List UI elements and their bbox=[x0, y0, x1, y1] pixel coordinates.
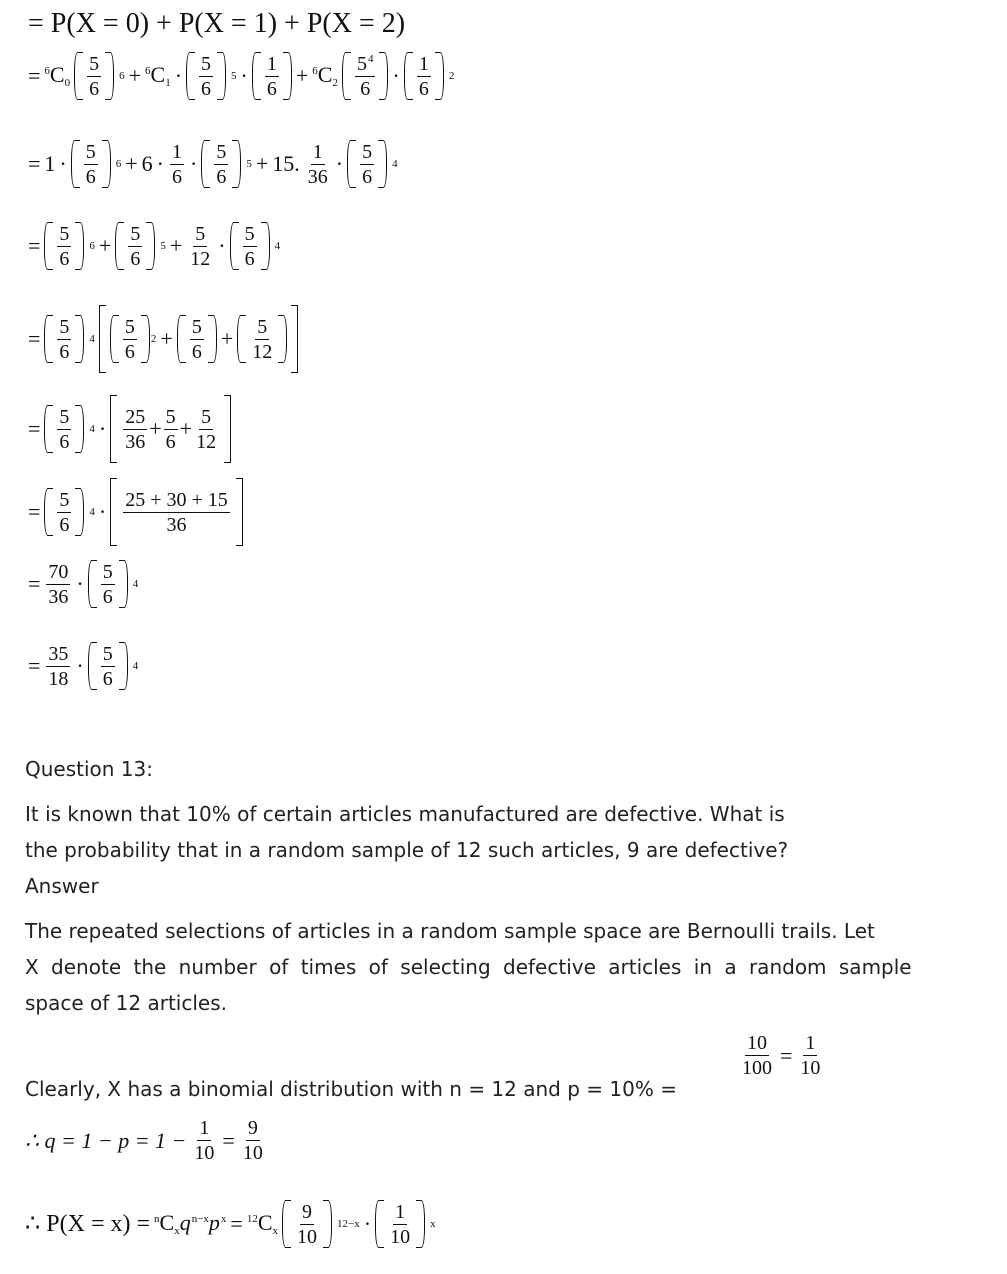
exponent: 12−x bbox=[337, 1217, 360, 1230]
comb-n: 6 bbox=[312, 64, 318, 77]
fraction-numerator: 1 bbox=[395, 1200, 406, 1223]
paren-group bbox=[282, 1200, 332, 1248]
paren-group bbox=[347, 140, 387, 188]
fraction-numerator: 35 bbox=[48, 642, 69, 665]
fraction-denominator: 6 bbox=[266, 77, 277, 100]
paren-group bbox=[201, 140, 241, 188]
bracket-group bbox=[110, 395, 231, 463]
paren-group bbox=[237, 315, 287, 363]
exponent: 2 bbox=[150, 332, 157, 345]
fraction-denominator: 6 bbox=[124, 340, 135, 363]
fraction-denominator: 6 bbox=[59, 430, 70, 453]
comb-index: x bbox=[272, 1224, 279, 1237]
plus-sign: + bbox=[128, 63, 142, 88]
fraction-denominator: 10 bbox=[242, 1142, 263, 1164]
exponent: x bbox=[220, 1212, 227, 1225]
plus-sign: + bbox=[220, 326, 234, 351]
fraction-denominator: 10 bbox=[194, 1142, 215, 1164]
exponent: x bbox=[430, 1217, 436, 1230]
fraction-numerator: 5 bbox=[59, 405, 70, 428]
paren-group bbox=[44, 488, 84, 536]
comb-symbol: C bbox=[317, 61, 333, 87]
exponent: 4 bbox=[274, 239, 281, 252]
exponent: 2 bbox=[448, 69, 455, 82]
binomial-statement: Clearly, X has a binomial distribution with n = 12 and p = 10% = bbox=[25, 1077, 677, 1101]
derivation-line-9 bbox=[28, 642, 138, 690]
dot-operator: · bbox=[190, 151, 198, 176]
fraction-denominator: 6 bbox=[244, 247, 255, 270]
exponent: 5 bbox=[246, 157, 252, 170]
fraction-denominator: 6 bbox=[89, 77, 100, 100]
coefficient: 15. bbox=[272, 151, 300, 176]
fraction-numerator: 5 bbox=[201, 52, 212, 75]
dot-operator: · bbox=[59, 151, 67, 176]
derivation-line-6 bbox=[28, 395, 231, 463]
paren-group bbox=[252, 52, 292, 100]
bracket-group bbox=[110, 478, 243, 546]
exponent: 4 bbox=[89, 505, 95, 518]
plus-sign: + bbox=[295, 63, 309, 88]
dot-operator: · bbox=[76, 571, 84, 596]
question-heading: Question 13: bbox=[25, 757, 153, 781]
fraction-denominator: 10 bbox=[297, 1225, 318, 1248]
p-fraction bbox=[738, 1033, 824, 1078]
paren-group bbox=[71, 140, 111, 188]
dot-operator: · bbox=[98, 499, 107, 524]
equals-sign: = bbox=[222, 1127, 235, 1153]
p-symbol: p bbox=[208, 1209, 220, 1235]
dot-operator: · bbox=[76, 653, 84, 678]
fraction-numerator: 5 bbox=[216, 140, 227, 163]
exponent: 6 bbox=[115, 157, 122, 170]
equals-sign: = bbox=[28, 653, 41, 678]
fraction-denominator: 12 bbox=[252, 340, 273, 363]
comb-symbol: C bbox=[257, 1209, 273, 1235]
q-symbol: q bbox=[179, 1209, 191, 1235]
fraction-denominator: 6 bbox=[130, 247, 141, 270]
exponent: 6 bbox=[119, 69, 125, 82]
comb-index: 2 bbox=[332, 76, 338, 89]
comb-n: n bbox=[154, 1212, 160, 1225]
fraction-numerator: 25 + 30 + 15 bbox=[125, 488, 228, 511]
fraction-denominator: 6 bbox=[59, 513, 70, 536]
paren-group bbox=[375, 1200, 425, 1248]
fraction-numerator: 5 bbox=[362, 140, 373, 163]
fraction-denominator: 100 bbox=[742, 1057, 772, 1079]
fraction-numerator: 5 bbox=[257, 315, 268, 338]
fraction-denominator: 6 bbox=[418, 77, 429, 100]
base: 5 bbox=[356, 52, 367, 75]
derivation-line-7 bbox=[28, 478, 243, 546]
dot-operator: · bbox=[392, 63, 400, 88]
exponent: 5 bbox=[231, 69, 237, 82]
equals-sign: = bbox=[28, 233, 41, 258]
fraction-denominator: 36 bbox=[125, 430, 146, 453]
q-equation bbox=[25, 1118, 267, 1163]
equals-sign: = bbox=[28, 326, 41, 351]
dot-operator: · bbox=[98, 416, 107, 441]
comb-n: 12 bbox=[246, 1212, 258, 1225]
fraction-numerator: 9 bbox=[302, 1200, 313, 1223]
derivation-line-8 bbox=[28, 560, 138, 608]
fraction-denominator: 10 bbox=[390, 1225, 411, 1248]
fraction-numerator: 10 bbox=[747, 1032, 767, 1054]
paren-group bbox=[44, 315, 84, 363]
fraction-denominator: 6 bbox=[85, 165, 96, 188]
fraction-denominator: 18 bbox=[48, 667, 69, 690]
exponent: n−x bbox=[191, 1212, 209, 1225]
paren-group bbox=[44, 222, 84, 270]
fraction-numerator: 5 bbox=[102, 560, 113, 583]
derivation-line-2 bbox=[28, 52, 454, 100]
fraction-numerator: 5 bbox=[59, 315, 70, 338]
coefficient: 6 bbox=[141, 151, 153, 176]
exponent: 4 bbox=[392, 157, 398, 170]
fraction-denominator: 6 bbox=[172, 165, 182, 188]
plus-sign: + bbox=[125, 151, 138, 176]
answer-paragraph-line-3: space of 12 articles. bbox=[25, 991, 227, 1015]
fraction-denominator: 36 bbox=[48, 585, 69, 608]
answer-paragraph-line-1: The repeated selections of articles in a random sample space are Bernoulli trails. Let bbox=[25, 919, 875, 943]
fraction-numerator: 1 bbox=[312, 140, 323, 163]
equals-sign: = bbox=[28, 571, 41, 596]
comb-index: x bbox=[174, 1224, 180, 1237]
paren-group bbox=[342, 52, 389, 100]
fraction-denominator: 6 bbox=[102, 667, 113, 690]
fraction-numerator: 1 bbox=[805, 1032, 816, 1054]
paren-group bbox=[177, 315, 217, 363]
fraction-numerator: 5 bbox=[124, 315, 135, 338]
exponent: 4 bbox=[89, 332, 95, 345]
fraction-numerator: 5 bbox=[59, 488, 70, 511]
comb-symbol: C bbox=[49, 61, 65, 87]
paren-group bbox=[110, 315, 150, 363]
fraction-numerator: 9 bbox=[247, 1117, 258, 1139]
question-text-line-1: It is known that 10% of certain articles manufactured are defective. What is bbox=[25, 802, 785, 826]
exponent: 5 bbox=[160, 239, 166, 252]
equals-sign: = bbox=[230, 1211, 243, 1236]
fraction-denominator: 36 bbox=[307, 165, 328, 188]
fraction-denominator: 6 bbox=[59, 340, 70, 363]
equals-sign: = bbox=[28, 416, 41, 441]
fraction-denominator: 12 bbox=[196, 430, 217, 453]
answer-label: Answer bbox=[25, 874, 99, 898]
fraction-numerator: 1 bbox=[172, 140, 182, 163]
comb-symbol: C bbox=[159, 1209, 175, 1235]
derivation-line-1: = P(X = 0) + P(X = 1) + P(X = 2) bbox=[28, 8, 406, 39]
paren-group bbox=[88, 560, 128, 608]
answer-paragraph-line-2: X denote the number of times of selecting defective articles in a random sample bbox=[25, 955, 912, 979]
fraction-numerator: 25 bbox=[125, 405, 146, 428]
paren-group bbox=[186, 52, 226, 100]
dot-operator: · bbox=[218, 233, 226, 258]
plus-sign: + bbox=[255, 151, 269, 176]
fraction-numerator: 5 bbox=[191, 315, 202, 338]
question-text-line-2: the probability that in a random sample of 12 such articles, 9 are defective? bbox=[25, 838, 789, 862]
pmf-prefix: ∴ P(X = x) = bbox=[25, 1211, 151, 1237]
fraction-denominator: 6 bbox=[102, 585, 113, 608]
bracket-group bbox=[99, 305, 298, 373]
dot-operator: · bbox=[363, 1211, 372, 1236]
plus-sign: + bbox=[149, 416, 162, 441]
plus-sign: + bbox=[98, 233, 112, 258]
paren-group bbox=[44, 405, 84, 453]
exponent: 6 bbox=[89, 239, 95, 252]
fraction-numerator: 5 bbox=[195, 222, 206, 245]
fraction-denominator: 10 bbox=[800, 1057, 821, 1079]
fraction-numerator: 5 bbox=[165, 405, 176, 428]
paren-group bbox=[74, 52, 114, 100]
fraction-numerator: 5 bbox=[59, 222, 70, 245]
fraction-numerator bbox=[355, 54, 376, 77]
exponent: 4 bbox=[89, 422, 95, 435]
paren-group bbox=[404, 52, 444, 100]
equals-sign: = bbox=[28, 63, 41, 88]
fraction-numerator: 1 bbox=[418, 52, 429, 75]
pmf-equation bbox=[25, 1200, 436, 1248]
derivation-line-3 bbox=[28, 140, 398, 188]
fraction-denominator: 36 bbox=[166, 513, 187, 536]
plus-sign: + bbox=[160, 326, 173, 351]
equals-sign: = bbox=[28, 151, 41, 176]
dot-operator: · bbox=[335, 151, 344, 176]
comb-n: 6 bbox=[44, 64, 50, 77]
dot-operator: · bbox=[156, 151, 164, 176]
comb-n: 6 bbox=[145, 64, 151, 77]
fraction-numerator: 5 bbox=[201, 405, 212, 428]
fraction-numerator: 1 bbox=[199, 1117, 210, 1139]
paren-group bbox=[88, 642, 128, 690]
equals-sign: = bbox=[28, 499, 41, 524]
paren-group bbox=[115, 222, 155, 270]
q-prefix: ∴ q = 1 − p = 1 − bbox=[25, 1127, 187, 1153]
exponent: 4 bbox=[367, 52, 374, 65]
plus-sign: + bbox=[169, 233, 183, 258]
comb-symbol: C bbox=[150, 61, 166, 87]
fraction-denominator: 6 bbox=[216, 165, 227, 188]
exponent: 4 bbox=[132, 577, 139, 590]
fraction-numerator: 1 bbox=[266, 52, 277, 75]
dot-operator: · bbox=[174, 63, 183, 88]
comb-index: 0 bbox=[64, 76, 71, 89]
coefficient: 1 bbox=[44, 151, 56, 176]
derivation-line-5 bbox=[28, 305, 298, 373]
fraction-denominator: 6 bbox=[59, 247, 70, 270]
dot-operator: · bbox=[240, 63, 248, 88]
fraction-numerator: 5 bbox=[85, 140, 96, 163]
fraction-denominator: 6 bbox=[360, 77, 371, 100]
fraction-numerator: 70 bbox=[48, 560, 69, 583]
equals-sign: = bbox=[780, 1042, 793, 1068]
fraction-numerator: 5 bbox=[89, 52, 100, 75]
fraction-denominator: 6 bbox=[191, 340, 202, 363]
fraction-numerator: 5 bbox=[102, 642, 113, 665]
fraction-denominator: 6 bbox=[362, 165, 373, 188]
fraction-denominator: 6 bbox=[165, 430, 176, 453]
plus-sign: + bbox=[179, 416, 193, 441]
fraction-denominator: 6 bbox=[201, 77, 212, 100]
fraction-numerator: 5 bbox=[130, 222, 141, 245]
paren-group bbox=[230, 222, 270, 270]
exponent: 4 bbox=[132, 659, 139, 672]
fraction-denominator: 12 bbox=[190, 247, 211, 270]
fraction-numerator: 5 bbox=[244, 222, 255, 245]
comb-index: 1 bbox=[165, 76, 171, 89]
derivation-line-4 bbox=[28, 222, 280, 270]
